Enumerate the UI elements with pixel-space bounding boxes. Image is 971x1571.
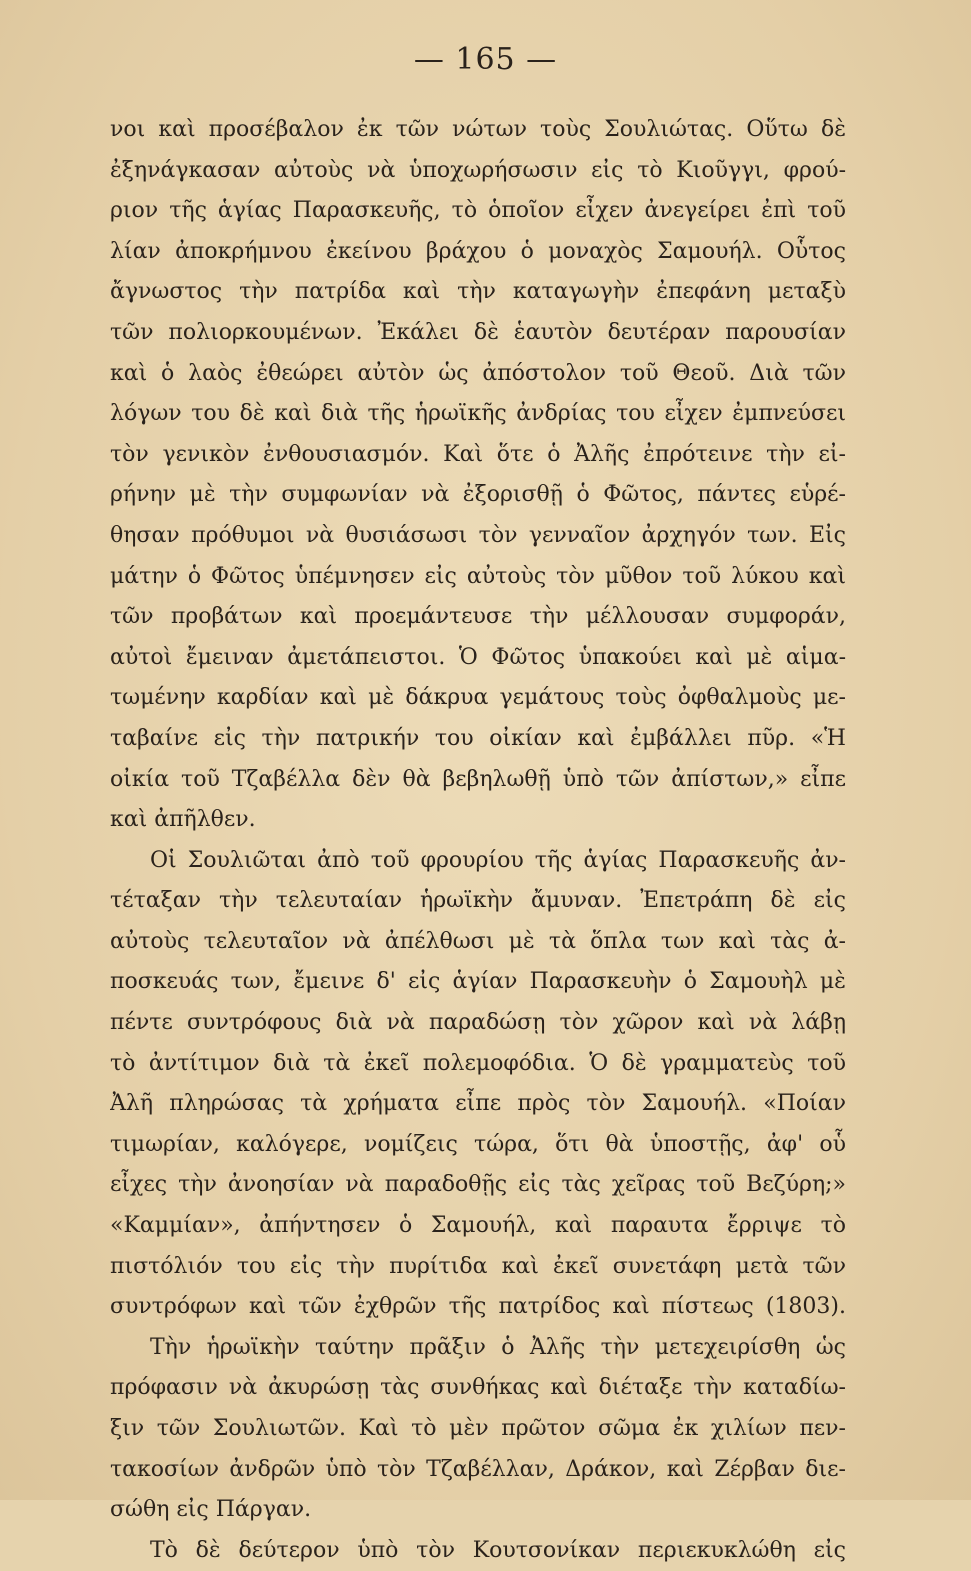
text-line: οἰκία τοῦ Τζαβέλλα δὲν θὰ βεβηλωθῇ ὑπὸ τῶν ἀπίστων,» εἶπε xyxy=(110,766,846,792)
text-line: πέντε συντρόφους διὰ νὰ παραδώσῃ τὸν χῶρον καὶ νὰ λάβῃ xyxy=(110,1010,846,1036)
text-line: πρόφασιν νὰ ἀκυρώσῃ τὰς συνθήκας καὶ διέταξε τὴν καταδίω- xyxy=(110,1375,846,1401)
text-line: συντρόφων καὶ τῶν ἐχθρῶν τῆς πατρίδος καὶ πίστεως (1803). xyxy=(110,1294,846,1320)
text-line: λίαν ἀποκρήμνου ἐκείνου βράχου ὁ μοναχὸς Σαμουήλ. Οὗτος xyxy=(110,238,846,264)
text-line: ξιν τῶν Σουλιωτῶν. Καὶ τὸ μὲν πρῶτον σῶμα ἐκ χιλίων πεν- xyxy=(110,1416,846,1441)
text-line: Τὸ δὲ δεύτερον ὑπὸ τὸν Κουτσονίκαν περιεκυκλώθη εἰς xyxy=(150,1537,846,1563)
text-line: τωμένην καρδίαν καὶ μὲ δάκρυα γεμάτους τοὺς ὀφθαλμοὺς με- xyxy=(110,685,846,711)
text-line: μάτην ὁ Φῶτος ὑπέμνησεν εἰς αὐτοὺς τὸν μῦθον τοῦ λύκου καὶ xyxy=(110,563,846,589)
text-line: ταβαίνε εἰς τὴν πατρικήν του οἰκίαν καὶ ἐμβάλλει πῦρ. «Ἡ xyxy=(110,725,846,751)
text-line: τῶν πολιορκουμένων. Ἐκάλει δὲ ἑαυτὸν δευτέραν παρουσίαν xyxy=(110,319,846,345)
text-line: Οἱ Σουλιῶται ἀπὸ τοῦ φρουρίου τῆς ἁγίας Παρασκευῆς ἀν- xyxy=(150,847,846,873)
text-line: αὐτοὺς τελευταῖον νὰ ἀπέλθωσι μὲ τὰ ὅπλα των καὶ τὰς ἀ- xyxy=(110,928,846,954)
text-line: τέταξαν τὴν τελευταίαν ἡρωϊκὴν ἄμυναν. Ἐπετράπη δὲ εἰς xyxy=(110,888,846,914)
text-line: πιστόλιόν του εἰς τὴν πυρίτιδα καὶ ἐκεῖ συνετάφη μετὰ τῶν xyxy=(110,1253,846,1279)
text-line: τιμωρίαν, καλόγερε, νομίζεις τώρα, ὅτι θὰ ὑποστῇς, ἀφ' οὗ xyxy=(110,1131,846,1157)
text-line: «Καμμίαν», ἀπήντησεν ὁ Σαμουήλ, καὶ παραυτα ἔρριψε τὸ xyxy=(110,1213,846,1239)
text-line: τὸ ἀντίτιμον διὰ τὰ ἐκεῖ πολεμοφόδια. Ὁ δὲ γραμματεὺς τοῦ xyxy=(110,1050,846,1076)
text-line: τῶν προβάτων καὶ προεμάντευσε τὴν μέλλουσαν συμφοράν, xyxy=(110,604,846,630)
text-line: αὐτοὶ ἔμειναν ἀμετάπειστοι. Ὁ Φῶτος ὑπακούει καὶ μὲ αἱμα- xyxy=(110,644,846,670)
text-line: θησαν πρόθυμοι νὰ θυσιάσωσι τὸν γενναῖον ἀρχηγόν των. Εἰς xyxy=(110,522,846,548)
body-text xyxy=(110,110,846,1571)
text-line: καὶ ἀπῆλθεν. xyxy=(110,807,256,833)
text-line: σώθη εἰς Πάργαν. xyxy=(110,1497,312,1523)
text-line: ριον τῆς ἁγίας Παρασκευῆς, τὸ ὁποῖον εἶχεν ἀνεγείρει ἐπὶ τοῦ xyxy=(110,198,846,224)
text-line: ρήνην μὲ τὴν συμφωνίαν νὰ ἐξορισθῇ ὁ Φῶτος, πάντες εὑρέ- xyxy=(110,482,846,508)
text-line: καὶ ὁ λαὸς ἐθεώρει αὐτὸν ὡς ἀπόστολον τοῦ Θεοῦ. Διὰ τῶν xyxy=(110,360,846,386)
text-line: νοι καὶ προσέβαλον ἐκ τῶν νώτων τοὺς Σουλιώτας. Οὕτω δὲ xyxy=(110,117,846,142)
text-line: λόγων του δὲ καὶ διὰ τῆς ἡρωϊκῆς ἀνδρίας του εἶχεν ἐμπνεύσει xyxy=(110,401,846,427)
text-line: ἄγνωστος τὴν πατρίδα καὶ τὴν καταγωγὴν ἐπεφάνη μεταξὺ xyxy=(110,279,846,305)
text-line: τακοσίων ἀνδρῶν ὑπὸ τὸν Τζαβέλλαν, Δράκον, καὶ Ζέρβαν διε- xyxy=(110,1456,846,1482)
text-line: ποσκευάς των, ἔμεινε δ' εἰς ἁγίαν Παρασκευὴν ὁ Σαμουὴλ μὲ xyxy=(110,969,846,995)
text-line: ἐξηνάγκασαν αὐτοὺς νὰ ὑποχωρήσωσιν εἰς τὸ Κιοῦγγι, φρού- xyxy=(110,157,846,183)
text-line: Τὴν ἡρωϊκὴν ταύτην πρᾶξιν ὁ Ἀλῆς τὴν μετεχειρίσθη ὡς xyxy=(150,1334,846,1360)
text-line: Ἀλῆ πληρώσας τὰ χρήματα εἶπε πρὸς τὸν Σαμουήλ. «Ποίαν xyxy=(110,1091,846,1117)
text-line: εἶχες τὴν ἀνοησίαν νὰ παραδοθῇς εἰς τὰς χεῖρας τοῦ Βεζύρη;» xyxy=(110,1172,846,1198)
page-number: — 165 — xyxy=(413,42,558,77)
text-line: τὸν γενικὸν ἐνθουσιασμόν. Καὶ ὅτε ὁ Ἀλῆς ἐπρότεινε τὴν εἰ- xyxy=(110,441,846,467)
